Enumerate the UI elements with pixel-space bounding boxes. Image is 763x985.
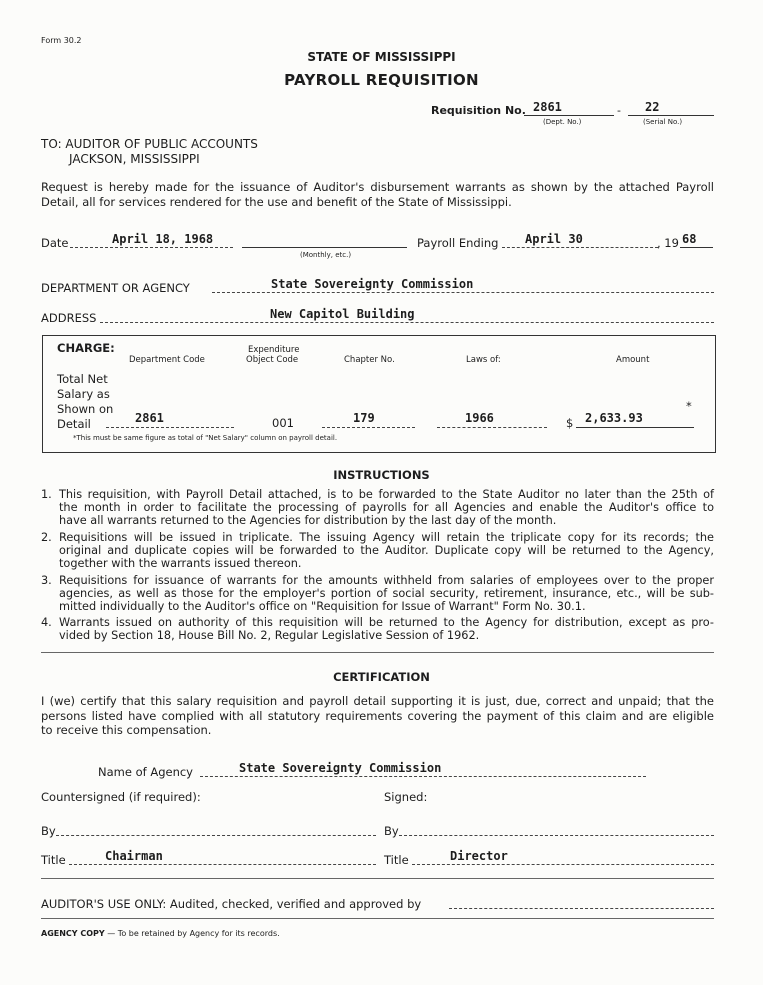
certification-heading: CERTIFICATION xyxy=(333,670,430,684)
header-amount: Amount xyxy=(616,355,650,365)
header-object-code: Object Code xyxy=(246,355,299,365)
header-chapter: Chapter No. xyxy=(344,355,395,365)
auditor-use-label: AUDITOR'S USE ONLY: Audited, checked, verified and approved by xyxy=(41,897,422,911)
agency-copy-text: — To be retained by Agency for its records. xyxy=(104,929,280,938)
title-label-left: Title xyxy=(41,853,66,867)
row-label: Salary as xyxy=(57,387,110,401)
year-prefix: , 19 xyxy=(657,236,679,250)
charge-object-code: 001 xyxy=(272,416,294,430)
title-value-right: Director xyxy=(450,849,508,863)
date-value: April 18, 1968 xyxy=(112,232,214,246)
serial-number-value: 22 xyxy=(645,100,660,114)
dept-number-caption: (Dept. No.) xyxy=(543,118,582,126)
instruction-number: 2. xyxy=(41,531,52,544)
serial-number-caption: (Serial No.) xyxy=(643,118,683,126)
page-title: PAYROLL REQUISITION xyxy=(284,71,479,89)
instruction-number: 4. xyxy=(41,616,52,629)
instruction-number: 1. xyxy=(41,488,52,501)
dept-number-value: 2861 xyxy=(533,100,562,114)
charge-footnote: *This must be same figure as total of "Net Salary" column on payroll detail. xyxy=(73,434,338,442)
instruction-line: agencies, as well as those for the employer's portion of social security, retirement, insurance, etc., will be sub- xyxy=(59,587,714,600)
charge-chapter: 179 xyxy=(353,411,375,425)
divider xyxy=(41,878,714,879)
address-value: New Capitol Building xyxy=(270,307,415,321)
address-label: ADDRESS xyxy=(41,311,97,325)
payroll-ending-value: April 30 xyxy=(525,232,583,246)
title-label-right: Title xyxy=(384,853,409,867)
row-label: Detail xyxy=(57,417,91,431)
amount-asterisk: * xyxy=(686,399,692,413)
instruction-line: together with the warrants issued thereon. xyxy=(59,557,302,570)
certification-line: I (we) certify that this salary requisition and payroll detail supporting it is just, due, correct and unpaid; that the xyxy=(41,694,714,708)
divider xyxy=(41,652,714,653)
certification-line: persons listed have complied with all statutory requirements covering the payment of this claim and are eligible xyxy=(41,708,714,723)
instruction-line: vided by Section 18, House Bill No. 2, Regular Legislative Session of 1962. xyxy=(59,629,480,642)
row-label: Total Net xyxy=(57,372,108,386)
charge-department-code: 2861 xyxy=(135,411,164,425)
requisition-separator: - xyxy=(617,104,621,117)
charge-currency: $ xyxy=(566,416,574,430)
request-line: Request is hereby made for the issuance of Auditor's disbursement warrants as shown by the attached Payroll xyxy=(41,180,714,194)
header-laws: Laws of: xyxy=(466,355,501,365)
state-heading: STATE OF MISSISSIPPI xyxy=(307,50,456,64)
header-department-code: Department Code xyxy=(129,355,205,365)
charge-label: CHARGE: xyxy=(57,341,115,355)
title-value-left: Chairman xyxy=(105,849,163,863)
instruction-line: the month in order to facilitate the processing of payrolls for all Agencies and enable the Auditor's office to xyxy=(59,501,714,514)
agency-name-label: Name of Agency xyxy=(98,765,193,779)
form-number: Form 30.2 xyxy=(41,36,82,45)
certification-paragraph xyxy=(41,694,714,738)
addressee-line-2: JACKSON, MISSISSIPPI xyxy=(69,152,200,166)
date-label: Date xyxy=(41,236,69,250)
charge-amount: 2,633.93 xyxy=(585,411,643,425)
charge-laws: 1966 xyxy=(465,411,494,425)
by-label-right: By xyxy=(384,824,399,838)
by-label-left: By xyxy=(41,824,56,838)
row-label: Shown on xyxy=(57,402,114,416)
footer-note xyxy=(41,929,280,938)
department-label: DEPARTMENT OR AGENCY xyxy=(41,281,190,295)
monthly-caption: (Monthly, etc.) xyxy=(300,251,352,259)
countersigned-label: Countersigned (if required): xyxy=(41,790,201,804)
instruction-line: have all warrants returned to the Agencies for distribution by the last day of the month. xyxy=(59,514,557,527)
signed-label: Signed: xyxy=(384,790,428,804)
header-expenditure: Expenditure xyxy=(248,345,300,355)
payroll-ending-label: Payroll Ending xyxy=(417,236,499,250)
addressee-line-1: TO: AUDITOR OF PUBLIC ACCOUNTS xyxy=(41,137,258,151)
instruction-line: original and duplicate copies will be forwarded to the Auditor. Duplicate copy will be returned to the Agency, xyxy=(59,544,714,557)
certification-line: to receive this compensation. xyxy=(41,723,212,737)
requisition-label: Requisition No. xyxy=(431,104,526,117)
year-value: 68 xyxy=(682,232,697,246)
instruction-line: This requisition, with Payroll Detail attached, is to be forwarded to the State Auditor no later than the 25th of xyxy=(59,488,714,501)
request-line: Detail, all for services rendered for the use and benefit of the State of Mississippi. xyxy=(41,194,512,209)
instruction-line: mitted individually to the Auditor's office on "Requisition for Issue of Warrant" Form No. 30.1. xyxy=(59,600,586,613)
department-value: State Sovereignty Commission xyxy=(271,277,474,291)
instruction-line: Requisitions will be issued in triplicate. The issuing Agency will retain the triplicate copy for its records; the xyxy=(59,531,714,544)
instruction-line: Warrants issued on authority of this requisition will be returned to the Agency for distribution, except as pro- xyxy=(59,616,714,629)
instructions-heading: INSTRUCTIONS xyxy=(333,468,430,482)
instruction-line: Requisitions for issuance of warrants for the amounts withheld from salaries of employees over to the proper xyxy=(59,574,714,587)
request-paragraph xyxy=(41,180,714,209)
instruction-number: 3. xyxy=(41,574,52,587)
agency-name-value: State Sovereignty Commission xyxy=(239,761,442,775)
agency-copy-label: AGENCY COPY xyxy=(41,929,105,938)
divider xyxy=(41,918,714,919)
